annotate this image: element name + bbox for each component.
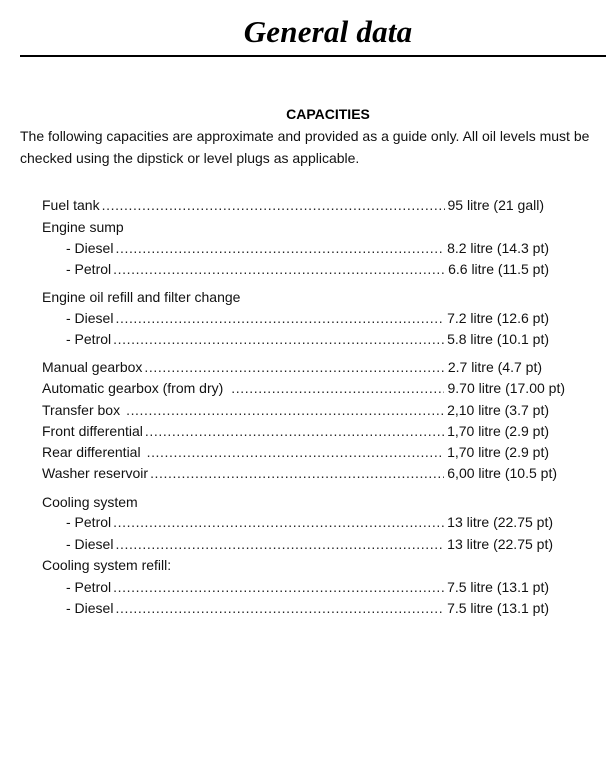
capacity-label: Fuel tank	[42, 197, 100, 213]
intro-paragraph: The following capacities are approximate and provided as a guide only. All oil levels must be checked using the dipstick or level plugs as applicable.	[20, 128, 590, 166]
dot-leader	[150, 463, 444, 483]
capacity-row-cooling-refill-petrol	[66, 577, 549, 597]
group-label-engine-sump: Engine sump	[42, 219, 124, 235]
capacity-label: Manual gearbox	[42, 359, 143, 375]
dot-leader	[147, 442, 444, 462]
capacity-label: Transfer box	[42, 402, 121, 418]
dot-leader	[144, 357, 444, 377]
capacity-row-rear-differential	[42, 442, 549, 462]
capacity-label: - Diesel	[66, 536, 114, 552]
capacity-row-manual-gearbox	[42, 357, 542, 377]
capacity-label: - Petrol	[66, 331, 112, 347]
capacity-row-oil-refill-diesel	[66, 308, 549, 328]
dot-leader	[113, 259, 445, 279]
capacity-value: 9.70 litre (17.00 pt)	[447, 380, 565, 396]
dot-leader	[231, 378, 444, 398]
capacity-row-fuel-tank	[42, 195, 544, 215]
group-label-engine-oil-refill: Engine oil refill and filter change	[42, 289, 241, 305]
dot-leader	[113, 577, 444, 597]
capacity-value: 2.7 litre (4.7 pt)	[447, 359, 542, 375]
dot-leader	[145, 421, 444, 441]
capacity-label: Front differential	[42, 423, 143, 439]
capacity-value: 7.2 litre (12.6 pt)	[447, 310, 549, 326]
dot-leader	[115, 238, 444, 258]
capacity-value: 5.8 litre (10.1 pt)	[447, 331, 549, 347]
capacity-row-automatic-gearbox	[42, 378, 565, 398]
capacity-value: 1,70 litre (2.9 pt)	[447, 444, 549, 460]
capacity-row-oil-refill-petrol	[66, 329, 549, 349]
capacity-value: 1,70 litre (2.9 pt)	[447, 423, 549, 439]
capacity-value: 95 litre (21 gall)	[447, 197, 544, 213]
dot-leader	[115, 534, 444, 554]
capacity-value: 2,10 litre (3.7 pt)	[447, 402, 549, 418]
dot-leader	[115, 308, 444, 328]
capacity-row-cooling-petrol	[66, 512, 553, 532]
capacity-value: 13 litre (22.75 pt)	[447, 514, 553, 530]
dot-leader	[115, 598, 444, 618]
section-heading: CAPACITIES	[286, 106, 370, 122]
capacity-value: 6.6 litre (11.5 pt)	[448, 261, 549, 277]
capacity-label: - Petrol	[66, 579, 112, 595]
capacity-row-engine-sump-diesel	[66, 238, 549, 258]
capacity-row-cooling-diesel	[66, 534, 553, 554]
capacity-label: - Petrol	[66, 261, 112, 277]
capacity-label: Rear differential	[42, 444, 141, 460]
group-label-cooling-system: Cooling system	[42, 494, 138, 510]
capacity-label: - Diesel	[66, 310, 114, 326]
dot-leader	[113, 512, 444, 532]
capacity-value: 7.5 litre (13.1 pt)	[447, 600, 549, 616]
capacity-label: - Petrol	[66, 514, 112, 530]
capacity-row-washer-reservoir	[42, 463, 557, 483]
capacity-value: 13 litre (22.75 pt)	[447, 536, 553, 552]
dot-leader	[113, 329, 444, 349]
capacity-label: - Diesel	[66, 240, 114, 256]
capacity-value: 7.5 litre (13.1 pt)	[447, 579, 549, 595]
capacity-value: 6,00 litre (10.5 pt)	[447, 465, 557, 481]
capacity-row-front-differential	[42, 421, 549, 441]
capacity-row-transfer-box	[42, 400, 549, 420]
group-label-cooling-system-refill: Cooling system refill:	[42, 557, 172, 573]
capacity-label: - Diesel	[66, 600, 114, 616]
capacity-row-cooling-refill-diesel	[66, 598, 549, 618]
dot-leader	[102, 195, 445, 215]
capacity-value: 8.2 litre (14.3 pt)	[447, 240, 549, 256]
capacity-row-engine-sump-petrol	[66, 259, 549, 279]
capacity-label: Washer reservoir	[42, 465, 149, 481]
dot-leader	[126, 400, 444, 420]
page-title: General data	[243, 14, 413, 49]
capacity-label: Automatic gearbox (from dry)	[42, 380, 224, 396]
